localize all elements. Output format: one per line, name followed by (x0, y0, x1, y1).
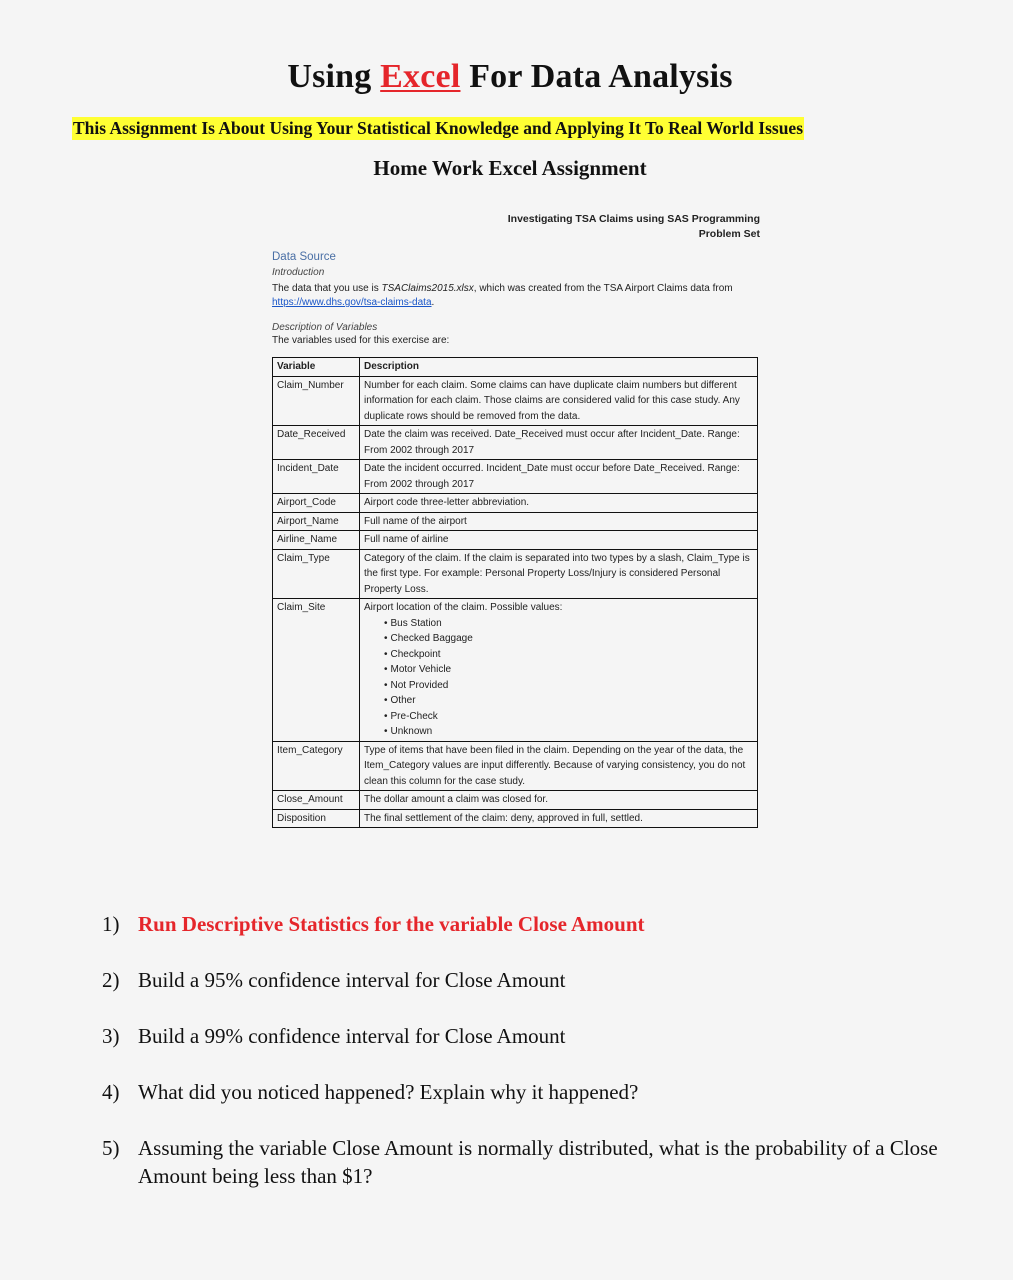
cell-description (360, 599, 758, 742)
cell-variable: Disposition (273, 809, 360, 828)
cell-description: Date the claim was received. Date_Received must occur after Incident_Date. Range: From 2002 through 2017 (360, 426, 758, 460)
table-row (273, 791, 758, 810)
question-text: Assuming the variable Close Amount is normally distributed, what is the probability of a Close Amount being less than $1? (138, 1136, 938, 1188)
question-text: Run Descriptive Statistics for the variable Close Amount (138, 912, 645, 936)
table-row (273, 426, 758, 460)
cell-description: Full name of airline (360, 531, 758, 550)
cell-variable: Claim_Type (273, 549, 360, 599)
title-accent-excel: Excel (380, 58, 461, 95)
table-row (273, 512, 758, 531)
title-post: For Data Analysis (469, 58, 733, 95)
highlight-banner: This Assignment Is About Using Your Statistical Knowledge and Applying It To Real World Issues (73, 118, 804, 138)
cell-description: The dollar amount a claim was closed for. (360, 791, 758, 810)
list-item: • Bus Station (392, 616, 753, 632)
header-description: Description (360, 358, 758, 377)
question-number: 5) (102, 1136, 120, 1160)
list-item: • Motor Vehicle (392, 662, 753, 678)
cell-variable: Airport_Name (273, 512, 360, 531)
cell-variable: Airline_Name (273, 531, 360, 550)
list-item: • Pre-Check (392, 709, 753, 725)
question-list (102, 910, 962, 1218)
page-subtitle: Home Work Excel Assignment (373, 156, 647, 180)
page-title (0, 58, 1013, 96)
snippet-header-title: Investigating TSA Claims using SAS Programming (507, 213, 760, 225)
question-text: What did you noticed happened? Explain why it happened? (138, 1080, 639, 1104)
question-item (102, 1022, 962, 1050)
cell-description: The final settlement of the claim: deny, approved in full, settled. (360, 809, 758, 828)
cell-variable: Airport_Code (273, 494, 360, 513)
question-item (102, 1078, 962, 1106)
list-item: • Checkpoint (392, 647, 753, 663)
table-row (273, 741, 758, 791)
header-variable: Variable (273, 358, 360, 377)
cell-variable: Incident_Date (273, 460, 360, 494)
question-number: 1) (102, 912, 120, 936)
variables-table (272, 357, 758, 828)
question-number: 3) (102, 1024, 120, 1048)
list-item: • Unknown (392, 724, 753, 740)
cell-variable: Close_Amount (273, 791, 360, 810)
intro-text-a: The data that you use is (272, 283, 379, 294)
section-title: Data Source (272, 251, 336, 263)
table-row (273, 494, 758, 513)
cell-variable: Claim_Number (273, 376, 360, 426)
question-item (102, 966, 962, 994)
snippet-header-subtitle: Problem Set (698, 228, 760, 240)
table-row (273, 549, 758, 599)
claim-site-description: Airport location of the claim. Possible values: (364, 602, 563, 613)
table-row (273, 376, 758, 426)
list-item: • Other (392, 693, 753, 709)
cell-variable: Claim_Site (273, 599, 360, 742)
cell-description: Category of the claim. If the claim is separated into two types by a slash, Claim_Type is the first type. For example: Personal Property Loss/Injury is considered Personal Property Loss. (360, 549, 758, 599)
intro-paragraph: The data that you use is TSAClaims2015.xlsx, which was created from the TSA Airport Claims data from https://www.dhs.gov/tsa-claims-data. (272, 283, 733, 308)
intro-text-b: , which was created from the TSA Airport Claims data from (473, 283, 733, 294)
list-item: • Checked Baggage (392, 631, 753, 647)
question-number: 2) (102, 968, 120, 992)
table-row (273, 599, 758, 742)
cell-variable: Item_Category (273, 741, 360, 791)
cell-description: Type of items that have been filed in the claim. Depending on the year of the data, the Item_Category values are input differently. Because of varying consistency, you do not clean this column for the case study. (360, 741, 758, 791)
table-header-row (273, 358, 758, 377)
table-row (273, 460, 758, 494)
problem-set-snippet (272, 212, 760, 828)
question-number: 4) (102, 1080, 120, 1104)
list-item: • Not Provided (392, 678, 753, 694)
intro-link[interactable]: https://www.dhs.gov/tsa-claims-data (272, 297, 432, 308)
claim-site-values-list (364, 616, 753, 740)
intro-heading: Introduction (272, 267, 325, 278)
desc-text: The variables used for this exercise are: (272, 335, 450, 346)
cell-description: Date the incident occurred. Incident_Date must occur before Date_Received. Range: From 2002 through 2017 (360, 460, 758, 494)
question-text: Build a 95% confidence interval for Close Amount (138, 968, 566, 992)
intro-file: TSAClaims2015.xlsx (381, 283, 474, 294)
question-item (102, 1134, 962, 1190)
cell-variable: Date_Received (273, 426, 360, 460)
desc-heading: Description of Variables (272, 322, 378, 333)
cell-description: Airport code three-letter abbreviation. (360, 494, 758, 513)
cell-description: Number for each claim. Some claims can have duplicate claim numbers but different information for each claim. Those claims are considered valid for this case study. Any duplicate rows should be removed from the data. (360, 376, 758, 426)
title-pre: Using (287, 58, 372, 95)
cell-description: Full name of the airport (360, 512, 758, 531)
question-item (102, 910, 962, 938)
question-text: Build a 99% confidence interval for Close Amount (138, 1024, 566, 1048)
table-row (273, 531, 758, 550)
table-row (273, 809, 758, 828)
